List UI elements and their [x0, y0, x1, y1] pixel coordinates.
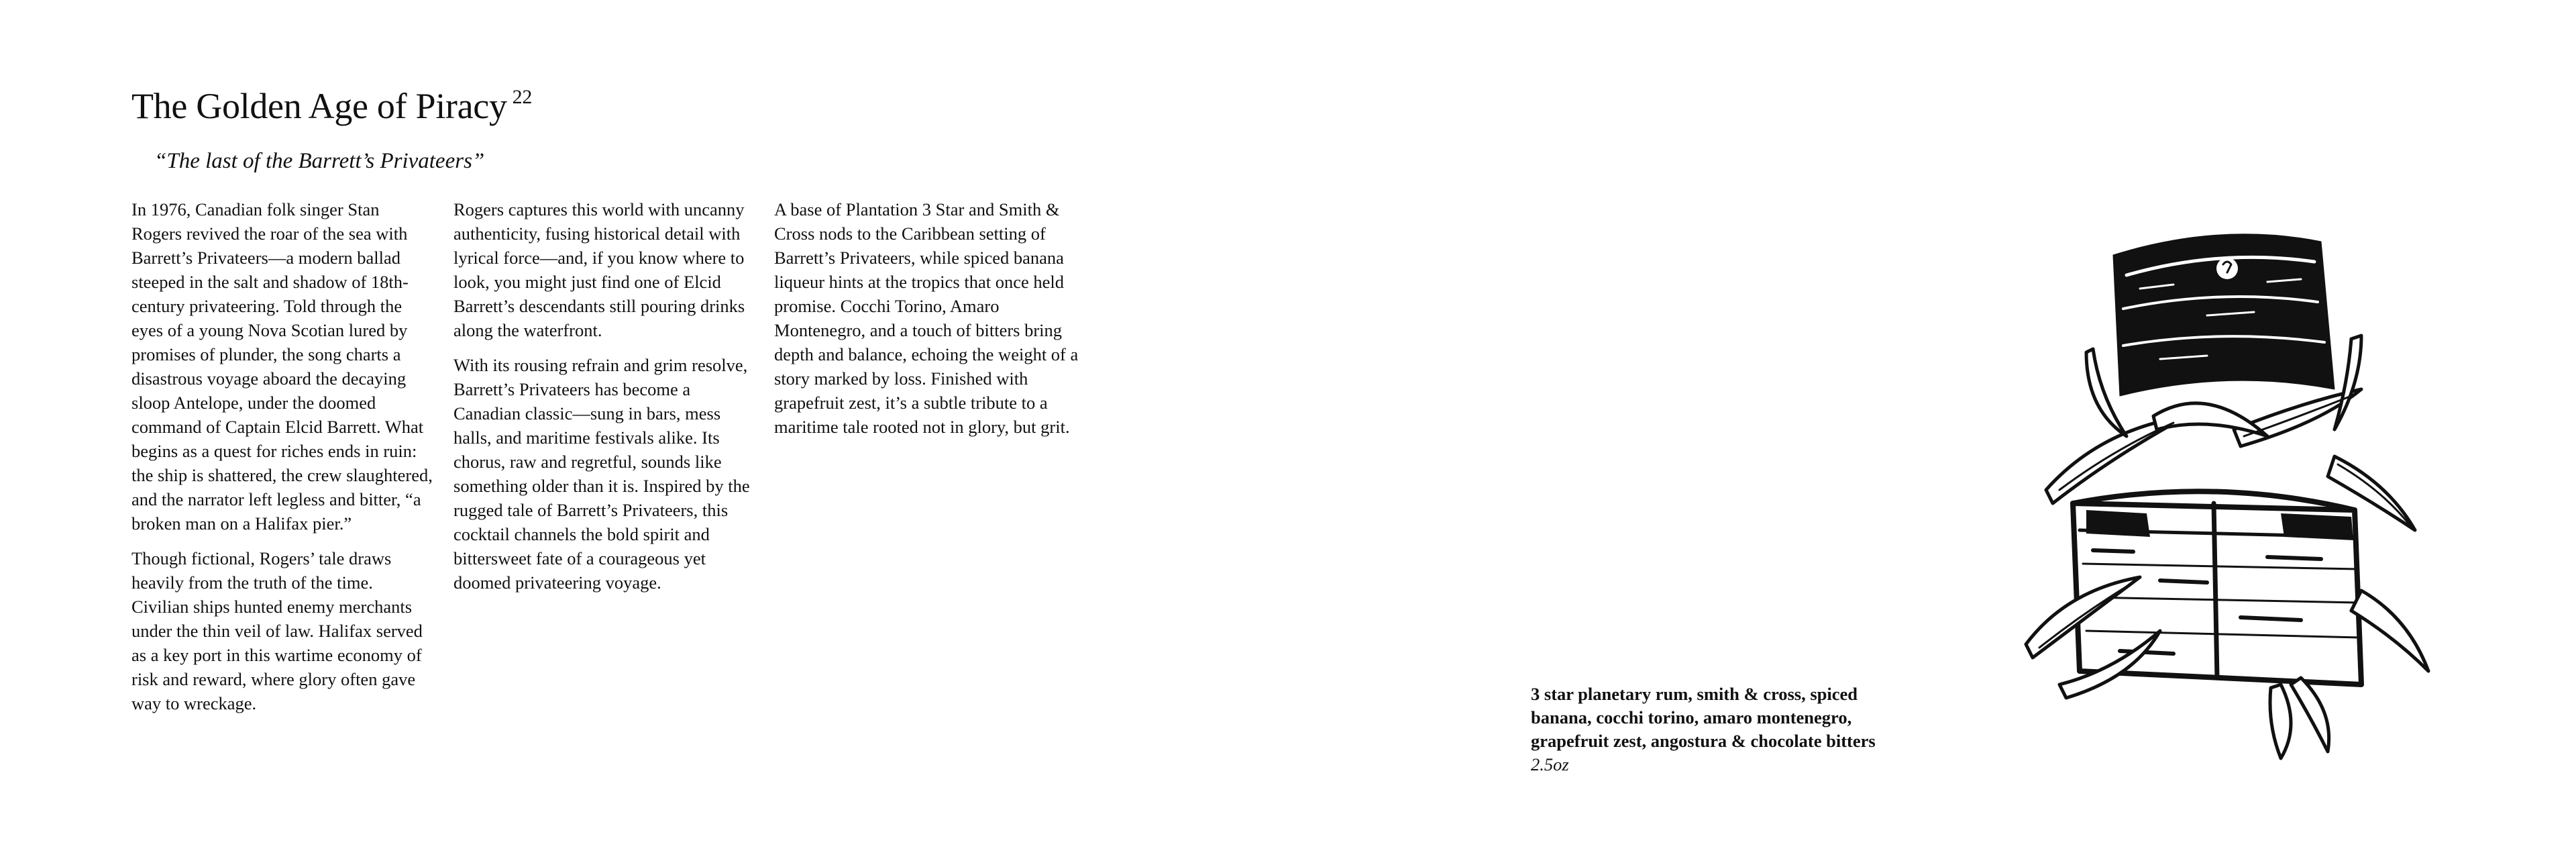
page-number: 22: [512, 86, 533, 108]
subtitle: “The last of the Barrett’s Privateers”: [154, 149, 485, 173]
paragraph: A base of Plantation 3 Star and Smith & Cross nods to the Caribbean setting of Barrett’s Privateers, while spiced banana liqueur hints at the tropics that once held promise. Cocchi Torino, Amaro Montenegro, and a touch of bitters bring depth and balance, echoing the weight of a story marked by loss. Finished with grapefruit zest, it’s a subtle tribute to a maritime tale rooted not in glory, but grit.: [774, 199, 1079, 437]
text-column-1: [131, 197, 433, 726]
text-column-2: [453, 197, 755, 605]
paragraph: Though fictional, Rogers’ tale draws heavily from the truth of the time. Civilian ships hunted enemy merchants under the thin veil of law. Halifax served as a key port in this wartime economy of risk and reward, where glory often gave way to wreckage.: [131, 548, 423, 713]
paragraph: With its rousing refrain and grim resolve, Barrett’s Privateers has become a Canadian classic—sung in bars, mess halls, and maritime festivals alike. Its chorus, raw and regretful, sounds like something older than it is. Inspired by the rugged tale of Barrett’s Privateers, this cocktail channels the bold spirit and bittersweet fate of a courageous yet doomed privateering voyage.: [453, 355, 750, 593]
page-title: [131, 86, 532, 126]
recipe-ingredients: 3 star planetary rum, smith & cross, spiced banana, cocchi torino, amaro montenegro, grapefruit zest, angostura & chocolate bitters: [1531, 684, 1876, 751]
text-column-3: [774, 197, 1079, 450]
recipe-volume: 2.5oz: [1531, 754, 1569, 774]
paragraph: Rogers captures this world with uncanny authenticity, fusing historical detail with lyrical force—and, if you know where to look, you might just find one of Elcid Barrett’s descendants still pouring drinks along the waterfront.: [453, 199, 745, 340]
treasure-chest-with-bananas-icon: [1986, 215, 2449, 765]
paragraph: In 1976, Canadian folk singer Stan Rogers revived the roar of the sea with Barrett’s Privateers—a modern ballad steeped in the salt and shadow of 18th-century privateering. Told through the eyes of a young Nova Scotian lured by promises of plunder, the song charts a disastrous voyage aboard the decaying sloop Antelope, under the doomed command of Captain Elcid Barrett. What begins as a quest for riches ends in ruin: the ship is shattered, the crew slaughtered, and the narrator left legless and bitter, “a broken man on a Halifax pier.”: [131, 199, 433, 534]
recipe: [1531, 683, 1880, 776]
title-text: The Golden Age of Piracy: [131, 86, 507, 126]
